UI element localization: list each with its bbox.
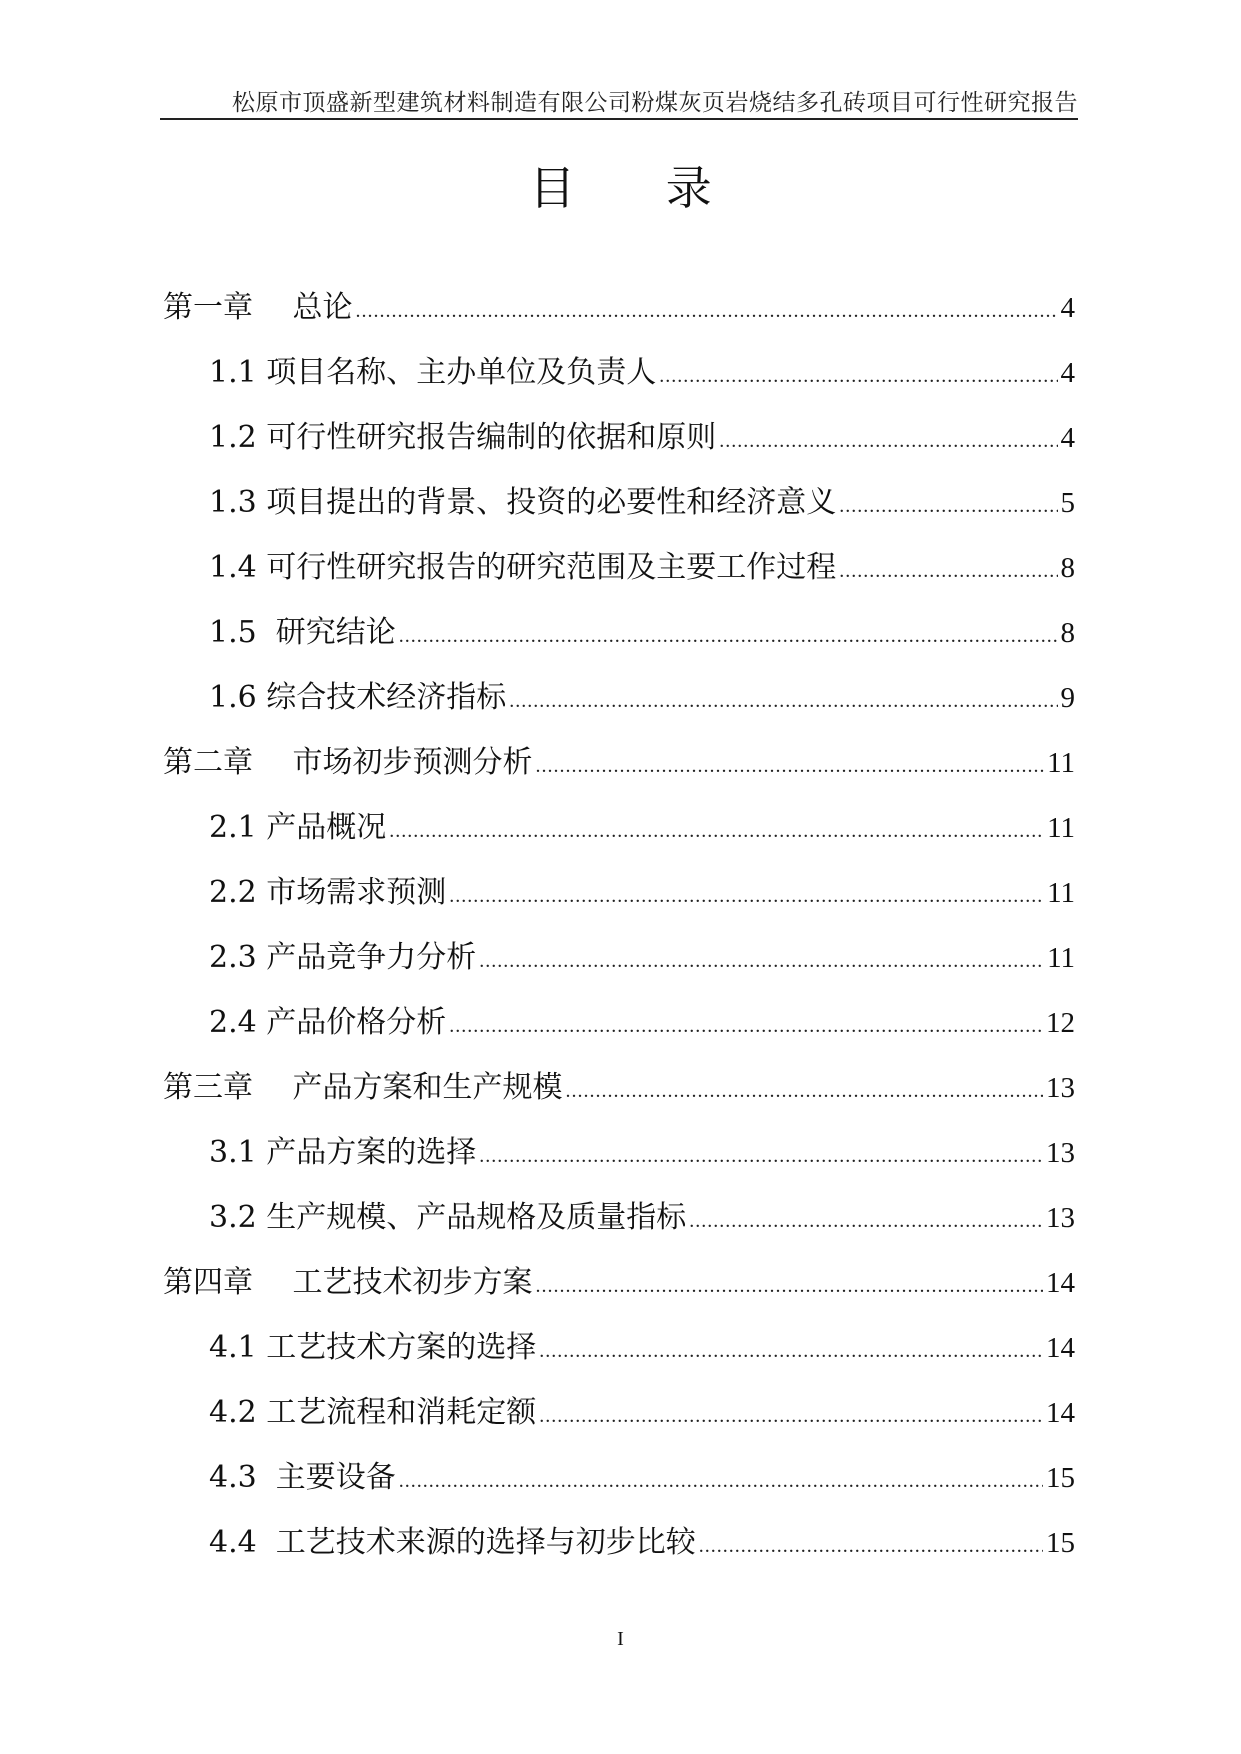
toc-dot-leader <box>699 1535 1043 1558</box>
toc-section-entry[interactable] <box>163 542 1075 607</box>
toc-entry-page: 11 <box>1047 942 1075 974</box>
toc-section-entry[interactable] <box>163 932 1075 997</box>
table-of-contents <box>163 282 1075 1582</box>
toc-chapter-entry[interactable] <box>163 1257 1075 1322</box>
toc-entry-label: 1.3 项目提出的背景、投资的必要性和经济意义 <box>209 485 837 520</box>
toc-dot-leader <box>399 625 1058 648</box>
toc-entry-page: 8 <box>1060 552 1075 584</box>
toc-entry-page: 4 <box>1060 422 1075 454</box>
toc-entry-label: 4.3 主要设备 <box>209 1460 396 1495</box>
toc-entry-page: 13 <box>1046 1072 1075 1104</box>
toc-entry-page: 9 <box>1060 682 1075 714</box>
page-number: I <box>617 1628 624 1650</box>
toc-entry-label: 3.2 生产规模、产品规格及质量指标 <box>209 1200 687 1235</box>
toc-section-entry[interactable] <box>163 1517 1075 1582</box>
running-header: 松原市顶盛新型建筑材料制造有限公司粉煤灰页岩烧结多孔砖项目可行性研究报告 <box>232 90 1078 116</box>
toc-entry-page: 8 <box>1060 617 1075 649</box>
toc-section-entry[interactable] <box>163 672 1075 737</box>
toc-entry-page: 14 <box>1046 1332 1075 1364</box>
toc-entry-page: 12 <box>1046 1007 1075 1039</box>
toc-entry-label: 第四章 工艺技术初步方案 <box>163 1265 533 1300</box>
toc-entry-label: 第一章 总论 <box>163 290 353 325</box>
toc-section-entry[interactable] <box>163 347 1075 412</box>
toc-section-entry[interactable] <box>163 1322 1075 1387</box>
toc-entry-label: 1.5 研究结论 <box>209 615 396 650</box>
toc-dot-leader <box>536 1275 1043 1298</box>
toc-entry-page: 5 <box>1060 487 1075 519</box>
toc-chapter-entry[interactable] <box>163 282 1075 347</box>
toc-dot-leader <box>659 365 1057 388</box>
page-title: 目 录 <box>529 161 750 215</box>
toc-section-entry[interactable] <box>163 1452 1075 1517</box>
toc-section-entry[interactable] <box>163 1192 1075 1257</box>
toc-dot-leader <box>539 1340 1043 1363</box>
toc-entry-label: 2.2 市场需求预测 <box>209 875 447 910</box>
toc-entry-page: 14 <box>1046 1267 1075 1299</box>
toc-dot-leader <box>449 885 1044 908</box>
toc-entry-page: 11 <box>1047 812 1075 844</box>
toc-section-entry[interactable] <box>163 1127 1075 1192</box>
toc-entry-label: 3.1 产品方案的选择 <box>209 1135 477 1170</box>
toc-entry-page: 4 <box>1060 357 1075 389</box>
toc-entry-label: 1.4 可行性研究报告的研究范围及主要工作过程 <box>209 550 837 585</box>
toc-entry-label: 1.6 综合技术经济指标 <box>209 680 507 715</box>
toc-dot-leader <box>449 1015 1043 1038</box>
toc-chapter-entry[interactable] <box>163 1062 1075 1127</box>
toc-dot-leader <box>509 690 1057 713</box>
toc-section-entry[interactable] <box>163 802 1075 867</box>
toc-entry-page: 13 <box>1046 1137 1075 1169</box>
toc-section-entry[interactable] <box>163 1387 1075 1452</box>
toc-dot-leader <box>539 1405 1043 1428</box>
toc-entry-page: 15 <box>1046 1462 1075 1494</box>
toc-dot-leader <box>356 300 1058 323</box>
toc-entry-label: 2.3 产品竞争力分析 <box>209 940 477 975</box>
toc-entry-label: 4.4 工艺技术来源的选择与初步比较 <box>209 1525 696 1560</box>
toc-dot-leader <box>719 430 1057 453</box>
toc-entry-page: 15 <box>1046 1527 1075 1559</box>
toc-entry-page: 14 <box>1046 1397 1075 1429</box>
toc-dot-leader <box>566 1080 1043 1103</box>
toc-dot-leader <box>399 1470 1043 1493</box>
toc-entry-label: 4.1 工艺技术方案的选择 <box>209 1330 537 1365</box>
toc-entry-label: 2.4 产品价格分析 <box>209 1005 447 1040</box>
toc-entry-label: 2.1 产品概况 <box>209 810 387 845</box>
toc-entry-label: 第二章 市场初步预测分析 <box>163 745 533 780</box>
toc-entry-label: 第三章 产品方案和生产规模 <box>163 1070 563 1105</box>
toc-section-entry[interactable] <box>163 477 1075 542</box>
toc-dot-leader <box>479 950 1044 973</box>
toc-section-entry[interactable] <box>163 412 1075 477</box>
toc-entry-label: 1.2 可行性研究报告编制的依据和原则 <box>209 420 717 455</box>
toc-entry-label: 4.2 工艺流程和消耗定额 <box>209 1395 537 1430</box>
toc-entry-page: 11 <box>1047 747 1075 779</box>
header-rule <box>160 118 1078 120</box>
toc-chapter-entry[interactable] <box>163 737 1075 802</box>
toc-dot-leader <box>536 755 1045 778</box>
toc-dot-leader <box>389 820 1044 843</box>
toc-entry-page: 11 <box>1047 877 1075 909</box>
toc-entry-page: 13 <box>1046 1202 1075 1234</box>
toc-entry-label: 1.1 项目名称、主办单位及负责人 <box>209 355 657 390</box>
toc-dot-leader <box>839 495 1057 518</box>
toc-dot-leader <box>689 1210 1043 1233</box>
toc-section-entry[interactable] <box>163 867 1075 932</box>
toc-section-entry[interactable] <box>163 997 1075 1062</box>
toc-entry-page: 4 <box>1060 292 1075 324</box>
toc-dot-leader <box>479 1145 1043 1168</box>
toc-section-entry[interactable] <box>163 607 1075 672</box>
toc-dot-leader <box>839 560 1057 583</box>
